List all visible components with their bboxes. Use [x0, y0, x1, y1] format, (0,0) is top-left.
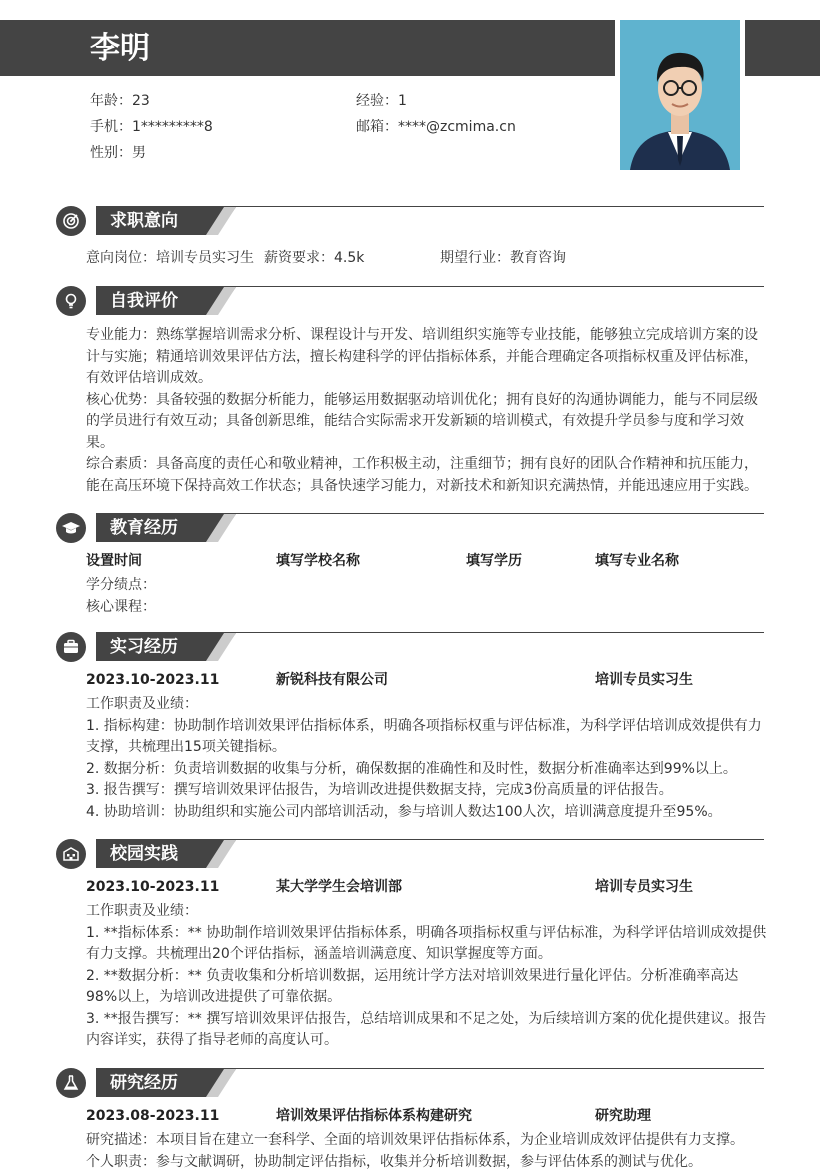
- email-row: [356, 117, 516, 137]
- intern-role: 培训专员实习生: [595, 672, 693, 688]
- intern-item: 1. 指标构建：协助制作培训效果评估指标体系，明确各项指标权重与评估标准，为科学评估培训成效提供有力支撑，共梳理出15项关键指标。: [86, 717, 762, 755]
- avatar-icon: [620, 20, 740, 170]
- profile-photo: [620, 20, 740, 170]
- edu-courses: 核心课程：: [86, 599, 156, 615]
- edu-time: 设置时间: [86, 553, 142, 569]
- section-internship: [56, 632, 764, 662]
- campus-duty-label: 工作职责及业绩：: [86, 903, 198, 919]
- experience-label: 经验：: [356, 93, 398, 109]
- section-education: [56, 513, 764, 543]
- self-evaluation-text: [86, 325, 768, 497]
- intern-item: 3. 报告撰写：撰写培训效果评估报告，为培训改进提供数据支持，完成3份高质量的评估报告。: [86, 782, 673, 798]
- candidate-name: 李明: [90, 31, 150, 66]
- email-label: 邮箱：: [356, 119, 398, 135]
- age-row: [90, 91, 150, 111]
- intern-duty-label: 工作职责及业绩：: [86, 696, 198, 712]
- campus-item: 3. **报告撰写：** 撰写培训效果评估报告，总结培训成果和不足之处，为后续培训方案的优化提供建议。报告内容详实，获得了指导老师的高度认可。: [86, 1010, 767, 1048]
- research-description: 研究描述：本项目旨在建立一套科学、全面的培训效果评估指标体系，为企业培训成效评估提供有力支撑。: [86, 1132, 744, 1148]
- intent-position: 意向岗位：培训专员实习生: [86, 250, 254, 266]
- flask-icon: [56, 1068, 86, 1098]
- email-value: ****@zcmima.cn: [398, 119, 516, 135]
- intent-industry: 期望行业：教育咨询: [440, 250, 566, 266]
- campus-item: 2. **数据分析：** 负责收集和分析培训数据，运用统计学方法对培训效果进行量化评估。分析准确率高达98%以上，为培训改进提供了可靠依据。: [86, 967, 739, 1005]
- intern-duties: [86, 694, 766, 823]
- campus-item: 1. **指标体系：** 协助制作培训效果评估指标体系，明确各项指标权重与评估标准，为科学评估培训成效提供有力支撑。共梳理出20个评估指标，涵盖培训满意度、知识掌握度等方面。: [86, 924, 767, 962]
- gender-label: 性别：: [90, 145, 132, 161]
- section-title: 求职意向: [110, 211, 178, 231]
- phone-label: 手机：: [90, 119, 132, 135]
- intern-company: 新锐科技有限公司: [276, 672, 388, 688]
- edu-gpa: 学分绩点：: [86, 577, 156, 593]
- target-icon: [56, 206, 86, 236]
- experience-value: 1: [398, 93, 407, 109]
- section-job-intent: [56, 206, 764, 236]
- intern-item: 4. 协助培训：协助组织和实施公司内部培训活动，参与培训人数达100人次，培训满意度提升至95%。: [86, 803, 722, 820]
- experience-row: [356, 91, 407, 111]
- lightbulb-icon: [56, 286, 86, 316]
- edu-school: 填写学校名称: [276, 553, 360, 569]
- research-project: 培训效果评估指标体系构建研究: [276, 1108, 472, 1124]
- building-icon: [56, 839, 86, 869]
- section-title: 研究经历: [110, 1073, 178, 1093]
- header-bar-right: [745, 20, 820, 76]
- section-title: 教育经历: [110, 518, 178, 538]
- section-campus-practice: [56, 839, 764, 869]
- research-role: 研究助理: [595, 1108, 651, 1124]
- self-quality: 综合素质：具备高度的责任心和敬业精神，工作积极主动，注重细节；拥有良好的团队合作精神和抗压能力，能在高压环境下保持高效工作状态；具备快速学习能力，对新技术和新知识充满热情，并能迅速应用于实践。: [86, 456, 758, 494]
- briefcase-icon: [56, 632, 86, 662]
- phone-row: [90, 117, 213, 137]
- campus-org: 某大学学生会培训部: [276, 879, 402, 895]
- campus-duties: [86, 901, 768, 1052]
- age-label: 年龄：: [90, 93, 132, 109]
- gender-value: 男: [132, 145, 146, 161]
- intern-time: 2023.10-2023.11: [86, 672, 220, 688]
- age-value: 23: [132, 93, 150, 109]
- campus-role: 培训专员实习生: [595, 879, 693, 895]
- section-title: 校园实践: [110, 844, 178, 864]
- section-title: 实习经历: [110, 637, 178, 657]
- campus-time: 2023.10-2023.11: [86, 879, 220, 895]
- self-advantage: 核心优势：具备较强的数据分析能力，能够运用数据驱动培训优化；拥有良好的沟通协调能力，能与不同层级的学员进行有效互动；具备创新思维，能结合实际需求开发新颖的培训模式，有效提升学员参与度和学习效果。: [86, 391, 758, 451]
- section-self-evaluation: [56, 286, 764, 316]
- section-title: 自我评价: [110, 291, 178, 311]
- edu-major: 填写专业名称: [595, 553, 679, 569]
- edu-degree: 填写学历: [466, 553, 522, 569]
- intern-item: 2. 数据分析：负责培训数据的收集与分析，确保数据的准确性和及时性，数据分析准确率达到99%以上。: [86, 760, 737, 777]
- section-research: [56, 1068, 764, 1098]
- self-professional: 专业能力：熟练掌握培训需求分析、课程设计与开发、培训组织实施等专业技能，能够独立完成培训方案的设计与实施；精通培训效果评估方法，擅长构建科学的评估指标体系，并能合理确定各项指标权重及评估标准，有效评估培训成效。: [86, 327, 758, 386]
- research-time: 2023.08-2023.11: [86, 1108, 220, 1124]
- research-duty: 个人职责：参与文献调研，协助制定评估指标，收集并分析培训数据，参与评估体系的测试与优化。: [86, 1154, 702, 1170]
- phone-value: 1*********8: [132, 119, 213, 135]
- graduation-cap-icon: [56, 513, 86, 543]
- intent-salary: 薪资要求：4.5k: [264, 250, 365, 266]
- section-divider: [96, 206, 764, 207]
- gender-row: [90, 143, 146, 163]
